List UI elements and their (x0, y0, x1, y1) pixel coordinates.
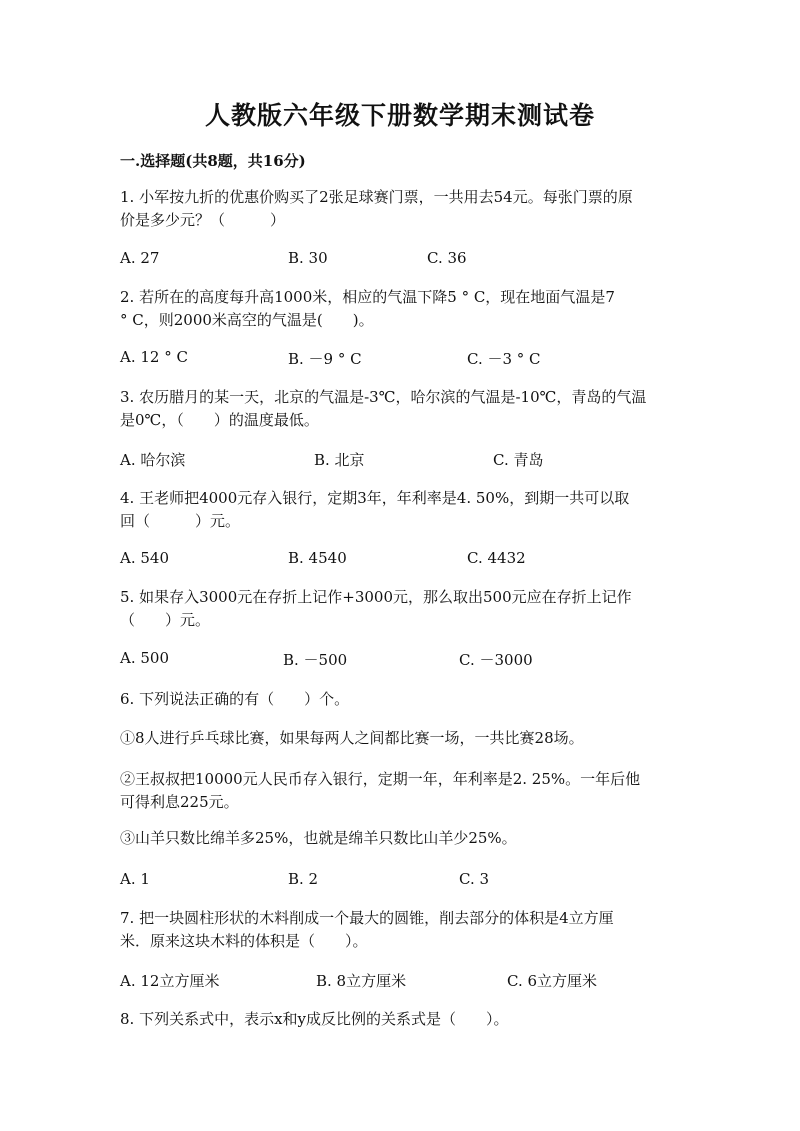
option-b: B. 4540 (288, 549, 347, 567)
question-text-line: 回（ ）元。 (120, 512, 241, 530)
options-5 (120, 649, 690, 671)
question-text-line: 4. 王老师把4000元存入银行，定期3年，年利率是4. 50%，到期一共可以取 (120, 489, 630, 507)
option-b: B. －500 (283, 651, 348, 669)
options-4 (120, 549, 690, 571)
option-a: A. 12立方厘米 (120, 972, 220, 990)
question-text-line: ° C，则2000米高空的气温是( )。 (120, 311, 374, 329)
option-a: A. 540 (120, 549, 169, 567)
statement-text-line: 可得利息225元。 (120, 793, 239, 811)
section-heading: 一.选择题(共8题，共16分) (120, 152, 306, 170)
question-8 (120, 1008, 690, 1031)
option-b: B. 30 (288, 249, 328, 267)
statement-1 (120, 727, 690, 750)
option-a: A. 27 (120, 249, 160, 267)
question-text-line: 价是多少元？（ ） (120, 211, 286, 229)
option-b: B. 2 (288, 870, 319, 888)
option-b: B. －9 ° C (288, 350, 362, 368)
options-3 (120, 449, 690, 471)
option-b: B. 8立方厘米 (316, 972, 407, 990)
statement-text-line: ①8人进行乒乓球比赛，如果每两人之间都比赛一场，一共比赛28场。 (120, 729, 584, 747)
question-1 (120, 186, 690, 232)
question-6 (120, 688, 690, 711)
option-c: C. 3 (459, 870, 490, 888)
option-c: C. 青岛 (493, 451, 544, 469)
statement-text-line: ②王叔叔把10000元人民币存入银行，定期一年，年利率是2. 25%。一年后他 (120, 770, 641, 788)
statement-text-line: ③山羊只数比绵羊多25%，也就是绵羊只数比山羊少25%。 (120, 829, 517, 847)
question-text-line: 米．原来这块木料的体积是（ ）。 (120, 932, 368, 950)
statement-3 (120, 827, 690, 850)
question-text-line: 1. 小军按九折的优惠价购买了2张足球赛门票，一共用去54元。每张门票的原 (120, 188, 633, 206)
option-a: A. 哈尔滨 (120, 451, 186, 469)
question-5 (120, 586, 690, 632)
question-text-line: 7. 把一块圆柱形状的木料削成一个最大的圆锥，削去部分的体积是4立方厘 (120, 909, 614, 927)
question-7 (120, 907, 690, 953)
option-c: C. －3 ° C (467, 350, 541, 368)
option-b: B. 北京 (314, 451, 365, 469)
question-text-line: 是0℃，（ ）的温度最低。 (120, 411, 319, 429)
option-a: A. 500 (120, 649, 169, 667)
question-4 (120, 487, 690, 533)
question-text-line: 8. 下列关系式中，表示x和y成反比例的关系式是（ ）。 (120, 1010, 509, 1028)
page-title: 人教版六年级下册数学期末测试卷 (204, 101, 595, 130)
question-text-line: 5. 如果存入3000元在存折上记作+3000元，那么取出500元应在存折上记作 (120, 588, 632, 606)
question-text-line: 2. 若所在的高度每升高1000米，相应的气温下降5 ° C，现在地面气温是7 (120, 288, 615, 306)
options-7 (120, 970, 690, 992)
question-3 (120, 386, 690, 432)
option-c: C. 36 (427, 249, 467, 267)
options-1 (120, 249, 690, 271)
question-text-line: 3. 农历腊月的某一天，北京的气温是-3℃，哈尔滨的气温是-10℃，青岛的气温 (120, 388, 647, 406)
options-2 (120, 348, 690, 370)
question-text-line: 6. 下列说法正确的有（ ）个。 (120, 690, 350, 708)
question-text-line: （ ）元。 (120, 611, 211, 629)
option-c: C. 4432 (467, 549, 526, 567)
option-c: C. －3000 (459, 651, 533, 669)
option-a: A. 12 ° C (120, 348, 188, 366)
option-a: A. 1 (120, 870, 150, 888)
statement-2 (120, 768, 690, 814)
question-2 (120, 286, 690, 332)
option-c: C. 6立方厘米 (507, 972, 598, 990)
options-6 (120, 870, 690, 892)
